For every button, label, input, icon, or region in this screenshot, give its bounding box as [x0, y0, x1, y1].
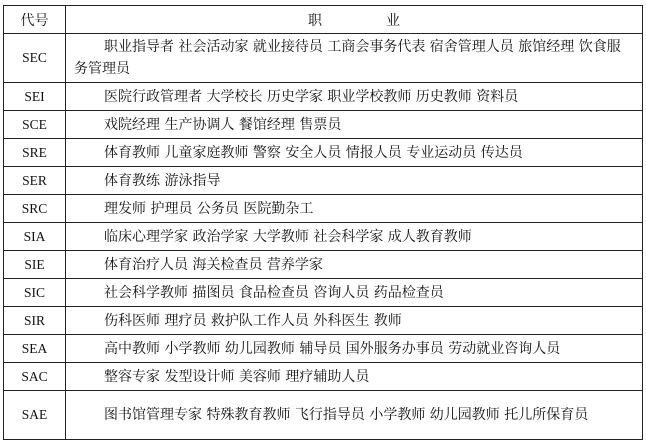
table-row: [4, 363, 643, 391]
table-header: [4, 6, 643, 34]
row-occupations: 理发师 护理员 公务员 医院勤杂工: [66, 195, 643, 223]
row-occupations: 体育教师 儿童家庭教师 警察 安全人员 情报人员 专业运动员 传达员: [66, 139, 643, 167]
row-code: SAE: [4, 391, 66, 440]
table-row: [4, 391, 643, 440]
row-code: SCE: [4, 111, 66, 139]
header-code: 代号: [4, 6, 66, 34]
row-code: SIA: [4, 223, 66, 251]
row-occupations: 社会科学教师 描图员 食品检查员 咨询人员 药品检查员: [66, 279, 643, 307]
row-code: SIE: [4, 251, 66, 279]
row-occupations: 高中教师 小学教师 幼儿园教师 辅导员 国外服务办事员 劳动就业咨询人员: [66, 335, 643, 363]
table-row: [4, 307, 643, 335]
row-code: SIR: [4, 307, 66, 335]
row-occupations: 伤科医师 理疗员 救护队工作人员 外科医生 教师: [66, 307, 643, 335]
row-code: SER: [4, 167, 66, 195]
table-row: [4, 335, 643, 363]
table-row: [4, 139, 643, 167]
table-row: [4, 223, 643, 251]
row-occupations: 职业指导者 社会活动家 就业接待员 工商会事务代表 宿舍管理人员 旅馆经理 饮食服务管理员: [66, 34, 643, 83]
row-occupations: 戏院经理 生产协调人 餐馆经理 售票员: [66, 111, 643, 139]
row-occupations: 整容专家 发型设计师 美容师 理疗辅助人员: [66, 363, 643, 391]
row-occupations: 临床心理学家 政治学家 大学教师 社会科学家 成人教育教师: [66, 223, 643, 251]
occupation-code-table: [3, 5, 643, 440]
row-occupations: 体育教练 游泳指导: [66, 167, 643, 195]
row-code: SEI: [4, 83, 66, 111]
row-occupations: 体育治疗人员 海关检查员 营养学家: [66, 251, 643, 279]
table-row: [4, 251, 643, 279]
table-body: [4, 34, 643, 440]
table-row: [4, 111, 643, 139]
row-occupations: 图书馆管理专家 特殊教育教师 飞行指导员 小学教师 幼儿园教师 托儿所保育员: [66, 391, 643, 440]
row-code: SRC: [4, 195, 66, 223]
header-occupation-label: 职业: [308, 12, 464, 29]
header-row: [4, 6, 643, 34]
table-row: [4, 167, 643, 195]
row-code: SEA: [4, 335, 66, 363]
row-code: SAC: [4, 363, 66, 391]
table-row: [4, 83, 643, 111]
row-code: SRE: [4, 139, 66, 167]
row-occupations: 医院行政管理者 大学校长 历史学家 职业学校教师 历史教师 资料员: [66, 83, 643, 111]
table-row: [4, 195, 643, 223]
row-code: SIC: [4, 279, 66, 307]
header-occupation: [66, 6, 643, 34]
table-row: [4, 34, 643, 83]
table-row: [4, 279, 643, 307]
row-code: SEC: [4, 34, 66, 83]
